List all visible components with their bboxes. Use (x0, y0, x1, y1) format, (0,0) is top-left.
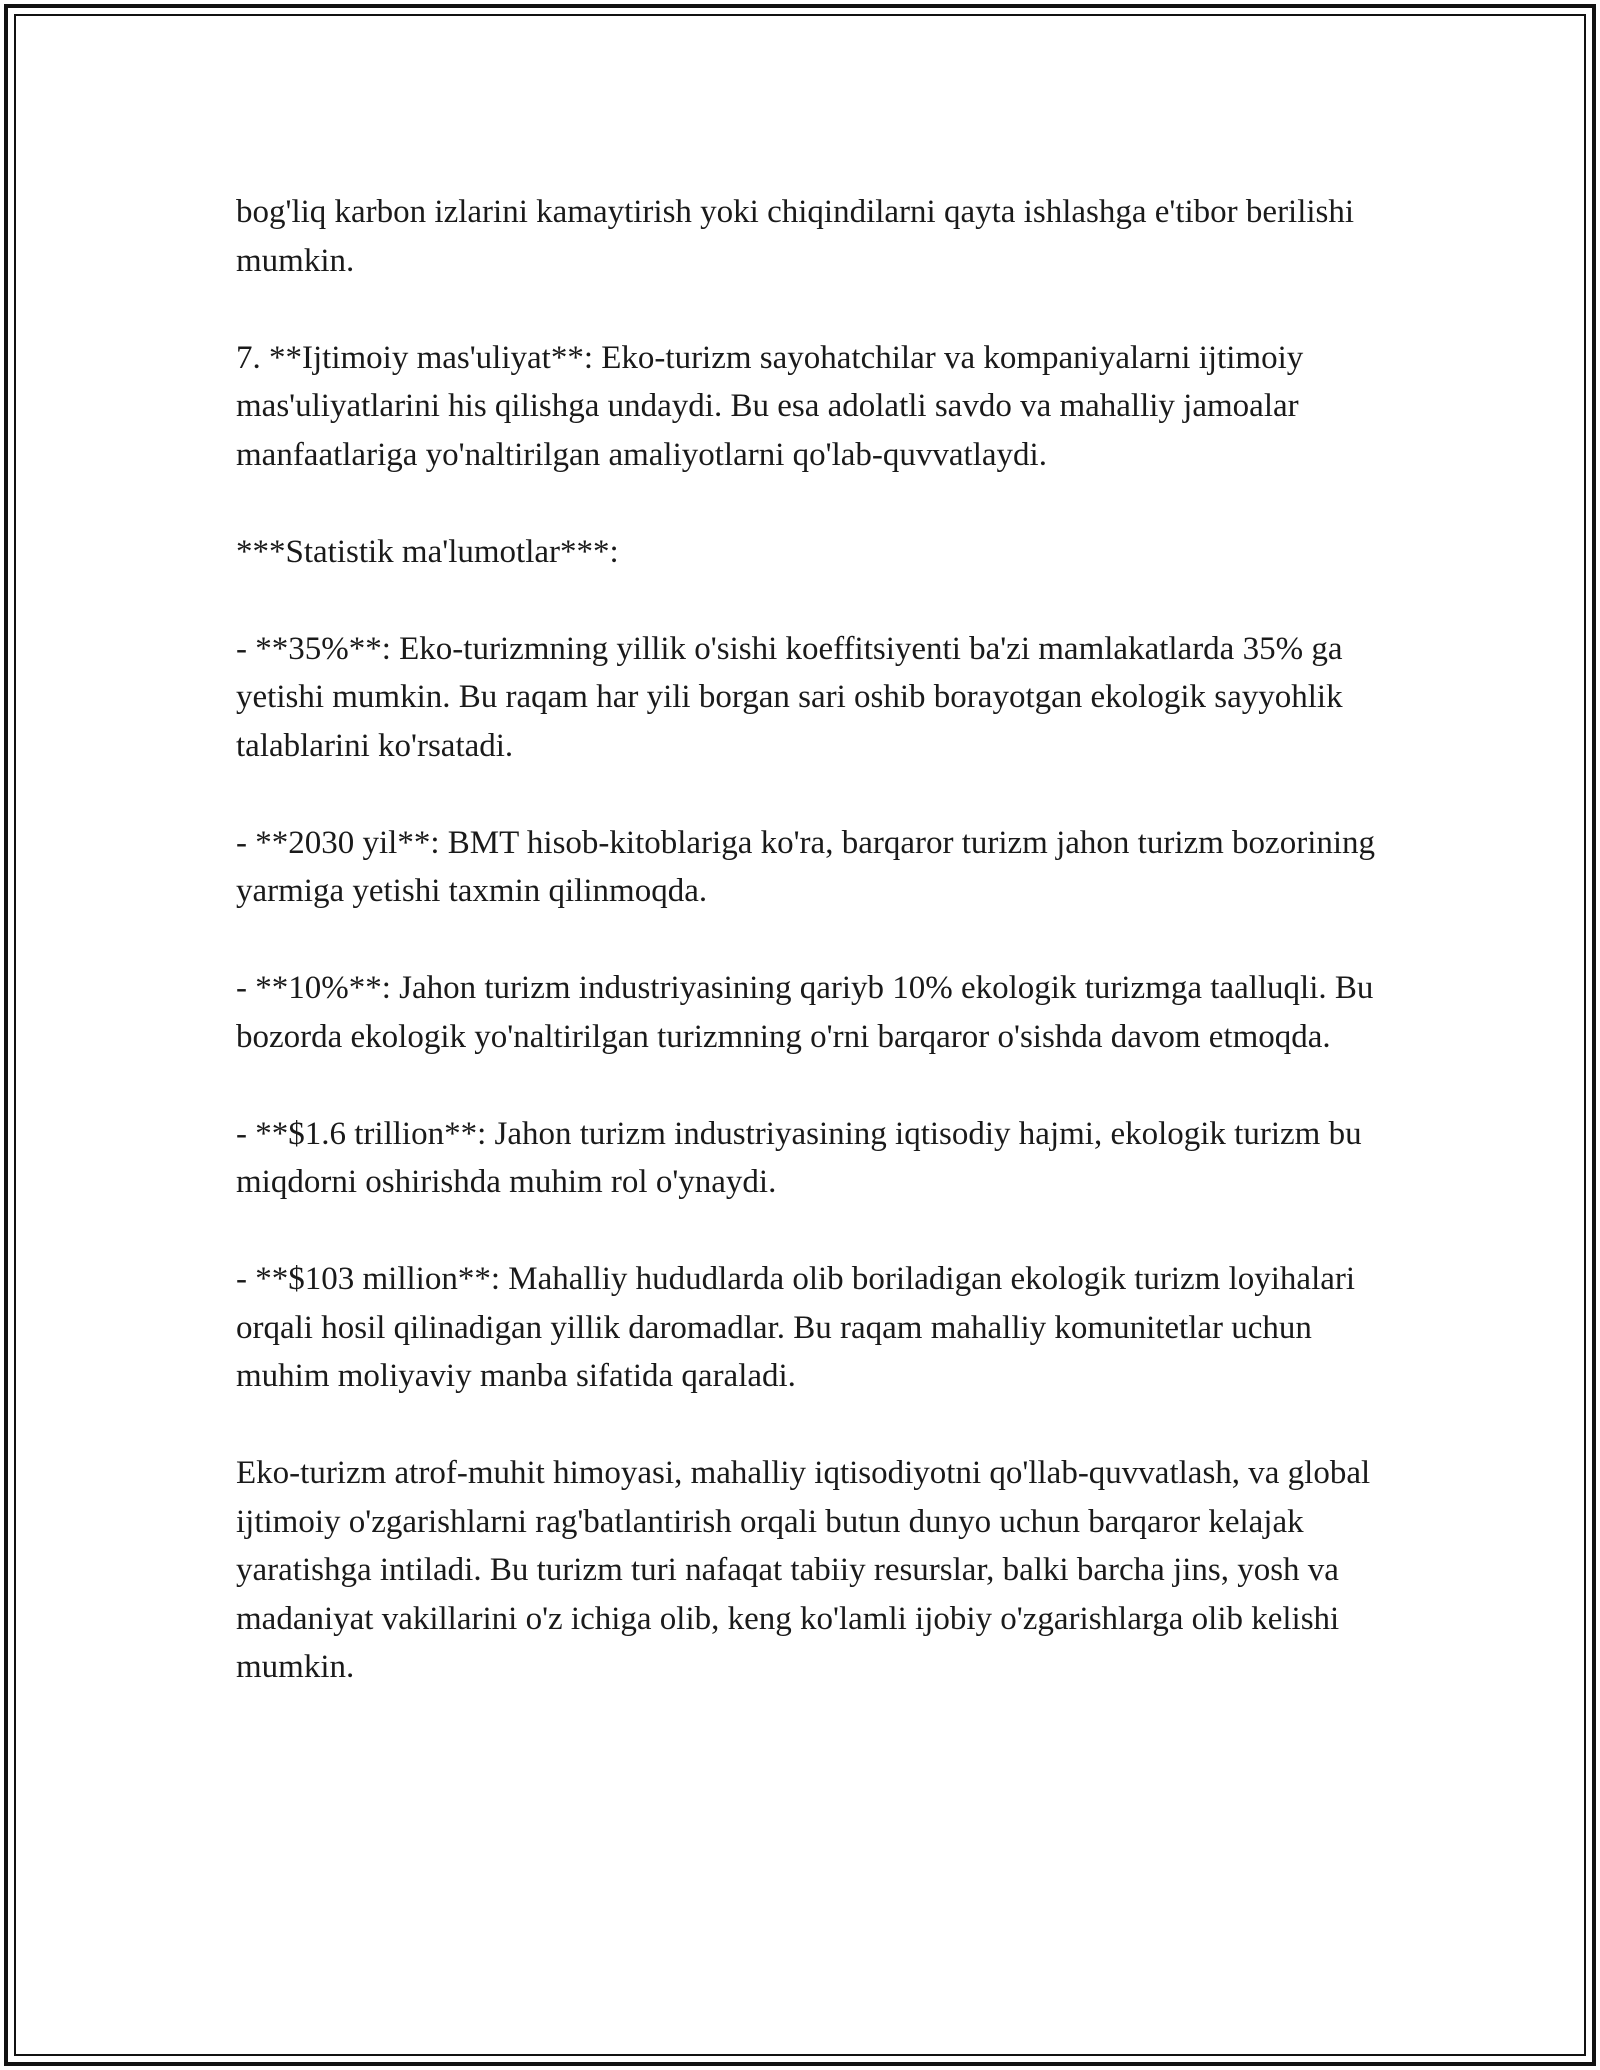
paragraph-conclusion: Eko-turizm atrof-muhit himoyasi, mahalliy iqtisodiyotni qo'llab-quvvatlash, va global ijtimoiy o'zgarishlarni rag'batlantirish orqali butun dunyo uchun barqaror kelajak yaratishga intiladi. Bu turizm turi nafaqat tabiiy resurslar, balki barcha jins, yosh va madaniyat vakillarini o'z ichiga olib, keng ko'lamli ijobiy o'zgarishlarga olib kelishi mumkin. (236, 1455, 1371, 1685)
statistics-heading: ***Statistik ma'lumotlar***: (236, 533, 619, 570)
paragraph-social-responsibility: 7. **Ijtimoiy mas'uliyat**: Eko-turizm sayohatchilar va kompaniyalarni ijtimoiy mas'uliyatlarini his qilishga undaydi. Bu esa adolatli savdo va mahalliy jamoalar manfaatlariga yo'naltirilgan amaliyotlarni qo'lab-quvvatlaydi. (236, 339, 1304, 473)
stat-item-1-6-trillion: - **$1.6 trillion**: Jahon turizm industriyasining iqtisodiy hajmi, ekologik turizm bu miqdorni oshirishda muhim rol o'ynaydi. (236, 1115, 1362, 1200)
stat-item-10-percent: - **10%**: Jahon turizm industriyasining qariyb 10% ekologik turizmga taalluqli. Bu bozorda ekologik yo'naltirilgan turizmning o'rni barqaror o'sishda davom etmoqda. (236, 970, 1374, 1055)
paragraph-carbon-footprint: bog'liq karbon izlarini kamaytirish yoki chiqindilarni qayta ishlashga e'tibor berilishi mumkin. (236, 194, 1355, 279)
stat-item-103-million: - **$103 million**: Mahalliy hududlarda olib boriladigan ekologik turizm loyihalari orqali hosil qilinadigan yillik daromadlar. Bu raqam mahalliy komunitetlar uchun muhim moliyaviy manba sifatida qaraladi. (236, 1261, 1356, 1394)
stat-item-2030: - **2030 yil**: BMT hisob-kitoblariga ko'ra, barqaror turizm jahon turizm bozorining yarmiga yetishi taxmin qilinmoqda. (236, 824, 1376, 909)
document-body (236, 188, 1386, 1740)
stat-item-35-percent: - **35%**: Eko-turizmning yillik o'sishi koeffitsiyenti ba'zi mamlakatlarda 35% ga yetishi mumkin. Bu raqam har yili borgan sari oshib borayotgan ekologik sayyohlik talablarini ko'rsatadi. (236, 630, 1343, 764)
